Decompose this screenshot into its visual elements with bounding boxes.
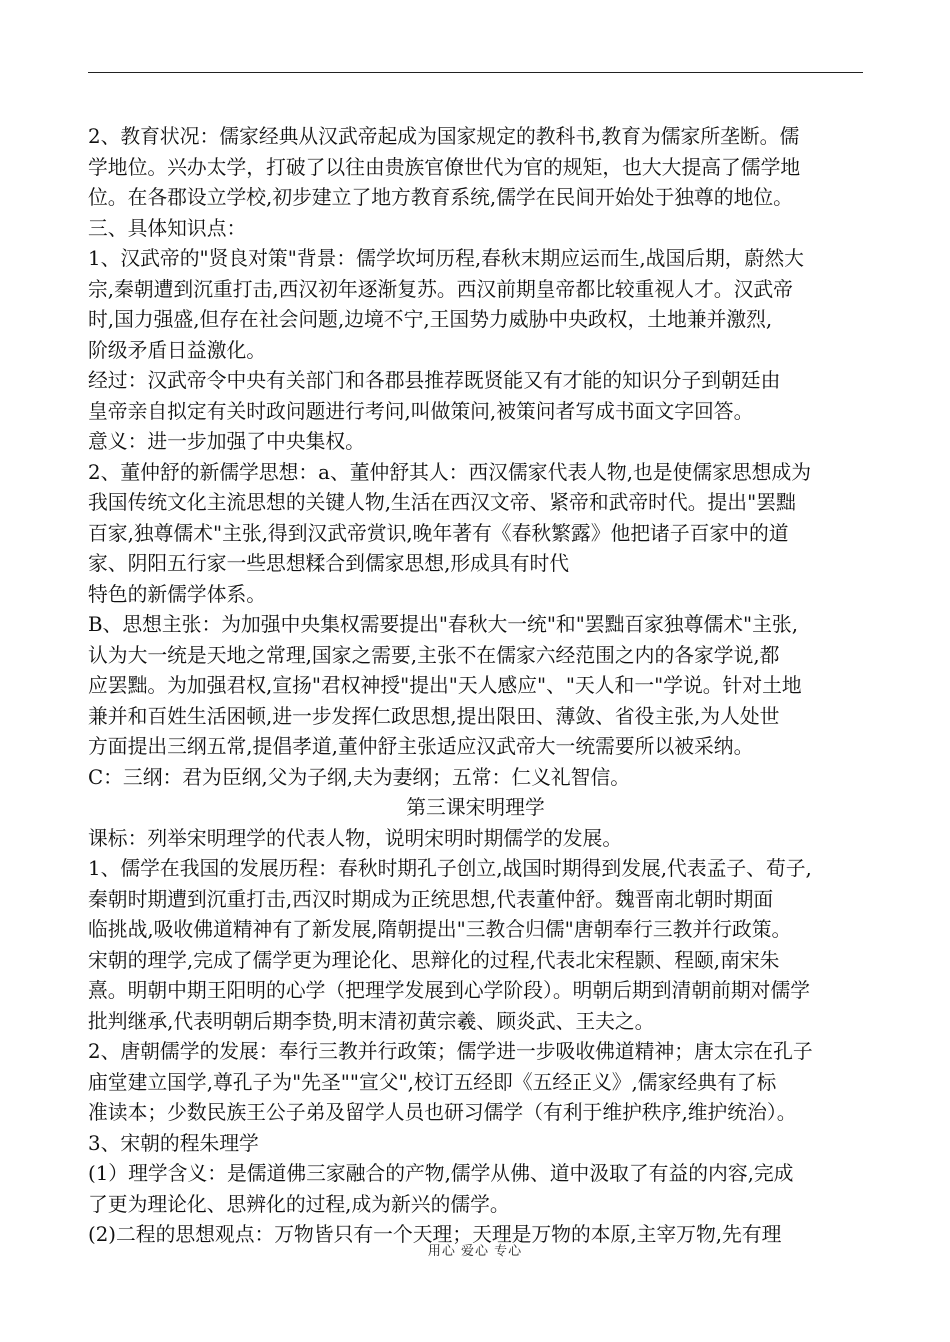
text-line: 时,国力强盛,但存在社会问题,边境不宁,王国势力威胁中央政权，土地兼并激烈,	[88, 308, 773, 331]
text-line: 意义：进一步加强了中央集权。	[88, 430, 365, 453]
text-line: 经过：汉武帝令中央有关部门和各郡县推荐既贤能又有才能的知识分子到朝廷由	[88, 369, 781, 392]
text-line: 阶级矛盾日益激化。	[88, 338, 267, 362]
text-line: 批判继承,代表明朝后期李贽,明末清初黄宗羲、顾炎武、王夫之。	[88, 1009, 655, 1033]
text-line: 应罢黜。为加强君权,宣扬"君权神授"提出"天人感应"、"天人和一"学说。针对土地	[88, 674, 802, 697]
text-line: 兼并和百姓生活困顿,进一步发挥仁政思想,提出限田、薄敛、省役主张,为人处世	[88, 704, 780, 728]
text-line: C：三纲：君为臣纲,父为子纲,夫为妻纲；五常：仁义礼智信。	[88, 765, 631, 789]
section-heading: 三、具体知识点：	[88, 216, 247, 240]
text-line: 庙堂建立国学,尊孔子为"先圣""宣父",校订五经即《五经正义》,儒家经典有了标	[88, 1070, 777, 1094]
text-line: 家、阴阳五行家一些思想糅合到儒家思想,形成具有时代	[88, 552, 570, 575]
document-body	[88, 122, 863, 1251]
text-line: 熹。明朝中期王阳明的心学（把理学发展到心学阶段）。明朝后期到清朝前期对儒学	[88, 979, 811, 1002]
text-line: 课标：列举宋明理学的代表人物，说明宋明时期儒学的发展。	[88, 826, 623, 850]
text-line: 准读本；少数民族王公子弟及留学人员也研习儒学（有利于维护秩序,维护统治）。	[88, 1101, 797, 1124]
text-line: 3、宋朝的程朱理学	[88, 1131, 259, 1155]
text-line: B、思想主张：为加强中央集权需要提出"春秋大一统"和"罢黜百家独尊儒术"主张,	[88, 613, 799, 636]
text-line: 秦朝时期遭到沉重打击,西汉时期成为正统思想,代表董仲舒。魏晋南北朝时期面	[88, 887, 774, 911]
page-footer: 用心 爱心 专心	[427, 1244, 523, 1259]
text-line: 百家,独尊儒术"主张,得到汉武帝赏识,晚年著有《春秋繁露》他把诸子百家中的道	[88, 521, 789, 545]
header-rule	[88, 72, 863, 73]
text-line: (1）理学含义：是儒道佛三家融合的产物,儒学从佛、道中汲取了有益的内容,完成	[88, 1162, 794, 1185]
text-line: 位。在各郡设立学校,初步建立了地方教育系统,儒学在民间开始处于独尊的地位。	[88, 186, 793, 209]
text-line: 皇帝亲自拟定有关时政问题进行考问,叫做策问,被策问者写成书面文字回答。	[88, 399, 754, 423]
text-line: 1、汉武帝的"贤良对策"背景：儒学坎坷历程,春秋末期应运而生,战国后期，蔚然大	[88, 247, 804, 270]
text-line: 2、唐朝儒学的发展：奉行三教并行政策；儒学进一步吸收佛道精神；唐太宗在孔子	[88, 1040, 813, 1063]
text-line: 认为大一统是天地之常理,国家之需要,主张不在儒家六经范围之内的各家学说,都	[88, 643, 780, 667]
text-line: 2、教育状况：儒家经典从汉武帝起成为国家规定的教科书,教育为儒家所垄断。儒	[88, 125, 800, 148]
text-line: (2)二程的思想观点：万物皆只有一个天理；天理是万物的本原,主宰万物,先有理	[88, 1223, 782, 1246]
text-line: 我国传统文化主流思想的关键人物,生活在西汉文帝、紧帝和武帝时代。提出"罢黜	[88, 491, 796, 514]
text-line: 宗,秦朝遭到沉重打击,西汉初年逐渐复苏。西汉前期皇帝都比较重视人才。汉武帝	[88, 277, 793, 301]
text-line: 方面提出三纲五常,提倡孝道,董仲舒主张适应汉武帝大一统需要所以被采纳。	[88, 735, 754, 758]
text-line: 宋朝的理学,完成了儒学更为理论化、思辩化的过程,代表北宋程颢、程颐,南宋朱	[88, 948, 780, 972]
text-line: 2、董仲舒的新儒学思想：a、董仲舒其人：西汉儒家代表人物,也是使儒家思想成为	[88, 460, 812, 484]
text-line: 1、儒学在我国的发展历程：春秋时期孔子创立,战国时期得到发展,代表孟子、荀子,	[88, 857, 812, 880]
text-line: 了更为理论化、思辨化的过程,成为新兴的儒学。	[88, 1192, 510, 1216]
text-line: 临挑战,吸收佛道精神有了新发展,隋朝提出"三教合归儒"唐朝奉行三教并行政策。	[88, 918, 792, 941]
text-line: 特色的新儒学体系。	[88, 582, 267, 606]
lesson-title: 第三课宋明理学	[406, 796, 545, 819]
text-line: 学地位。兴办太学，打破了以往由贵族官僚世代为官的规矩，也大大提高了儒学地	[88, 155, 801, 179]
